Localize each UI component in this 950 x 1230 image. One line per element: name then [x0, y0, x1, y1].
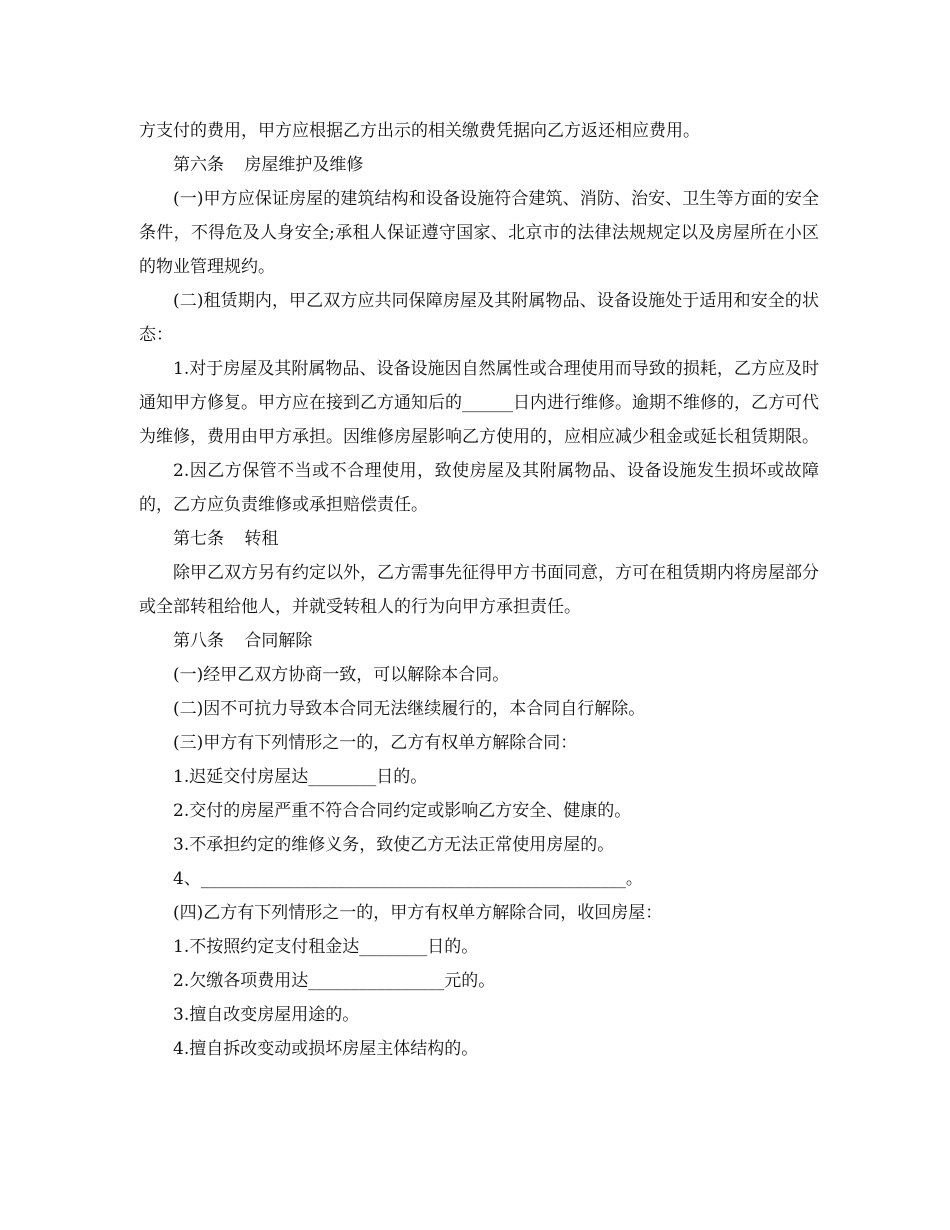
clause-6-2-item-1: 1.对于房屋及其附属物品、设备设施因自然属性或合理使用而导致的损耗，乙方应及时通知甲方修复。甲方应在接到乙方通知后的______日内进行维修。逾期不维修的，乙方可代为维修，费用由甲方承担。因维修房屋影响乙方使用的，应相应减少租金或延长租赁期限。 [139, 359, 819, 447]
clause-8-4-item-2: 2.欠缴各项费用达________________元的。 [173, 971, 496, 991]
clause-8-3-item-4: 4、__________________________________________________。 [173, 869, 643, 889]
clause-8-3: (三)甲方有下列情形之一的，乙方有权单方解除合同： [173, 733, 578, 753]
article-7-title: 转租 [244, 529, 279, 549]
clause-7-body: 除甲乙双方另有约定以外，乙方需事先征得甲方书面同意，方可在租赁期内将房屋部分或全部转租给他人，并就受转租人的行为向甲方承担责任。 [139, 563, 819, 617]
clause-8-4-item-4: 4.擅自拆改变动或损坏房屋主体结构的。 [173, 1039, 479, 1059]
clause-8-4-item-3: 3.擅自改变房屋用途的。 [173, 1005, 360, 1025]
clause-8-3-item-3: 3.不承担约定的维修义务，致使乙方无法正常使用房屋的。 [173, 835, 615, 855]
article-6-title: 房屋维护及维修 [244, 155, 364, 175]
clause-8-3-item-1: 1.迟延交付房屋达________日的。 [173, 767, 428, 787]
clause-8-2: (二)因不可抗力导致本合同无法继续履行的，本合同自行解除。 [173, 699, 646, 719]
clause-6-2-item-2: 2.因乙方保管不当或不合理使用，致使房屋及其附属物品、设备设施发生损坏或故障的，乙方应负责维修或承担赔偿责任。 [139, 461, 819, 515]
clause-8-4: (四)乙方有下列情形之一的，甲方有权单方解除合同，收回房屋： [173, 903, 663, 923]
clause-8-1: (一)经甲乙双方协商一致，可以解除本合同。 [173, 665, 510, 685]
paragraph-fee-refund: 方支付的费用，甲方应根据乙方出示的相关缴费凭据向乙方返还相应费用。 [139, 121, 700, 141]
contract-body [139, 114, 819, 1066]
article-8-number: 第八条 [173, 631, 224, 651]
article-7-heading [139, 522, 819, 556]
article-8-heading [139, 624, 819, 658]
article-6-number: 第六条 [173, 155, 224, 175]
article-7-number: 第七条 [173, 529, 224, 549]
article-8-title: 合同解除 [244, 631, 313, 651]
clause-6-1: (一)甲方应保证房屋的建筑结构和设备设施符合建筑、消防、治安、卫生等方面的安全条件，不得危及人身安全;承租人保证遵守国家、北京市的法律法规规定以及房屋所在小区的物业管理规约。 [139, 189, 819, 277]
clause-8-4-item-1: 1.不按照约定支付租金达________日的。 [173, 937, 479, 957]
article-6-heading [139, 148, 819, 182]
clause-8-3-item-2: 2.交付的房屋严重不符合合同约定或影响乙方安全、健康的。 [173, 801, 632, 821]
clause-6-2: (二)租赁期内，甲乙双方应共同保障房屋及其附属物品、设备设施处于适用和安全的状态： [139, 291, 819, 345]
